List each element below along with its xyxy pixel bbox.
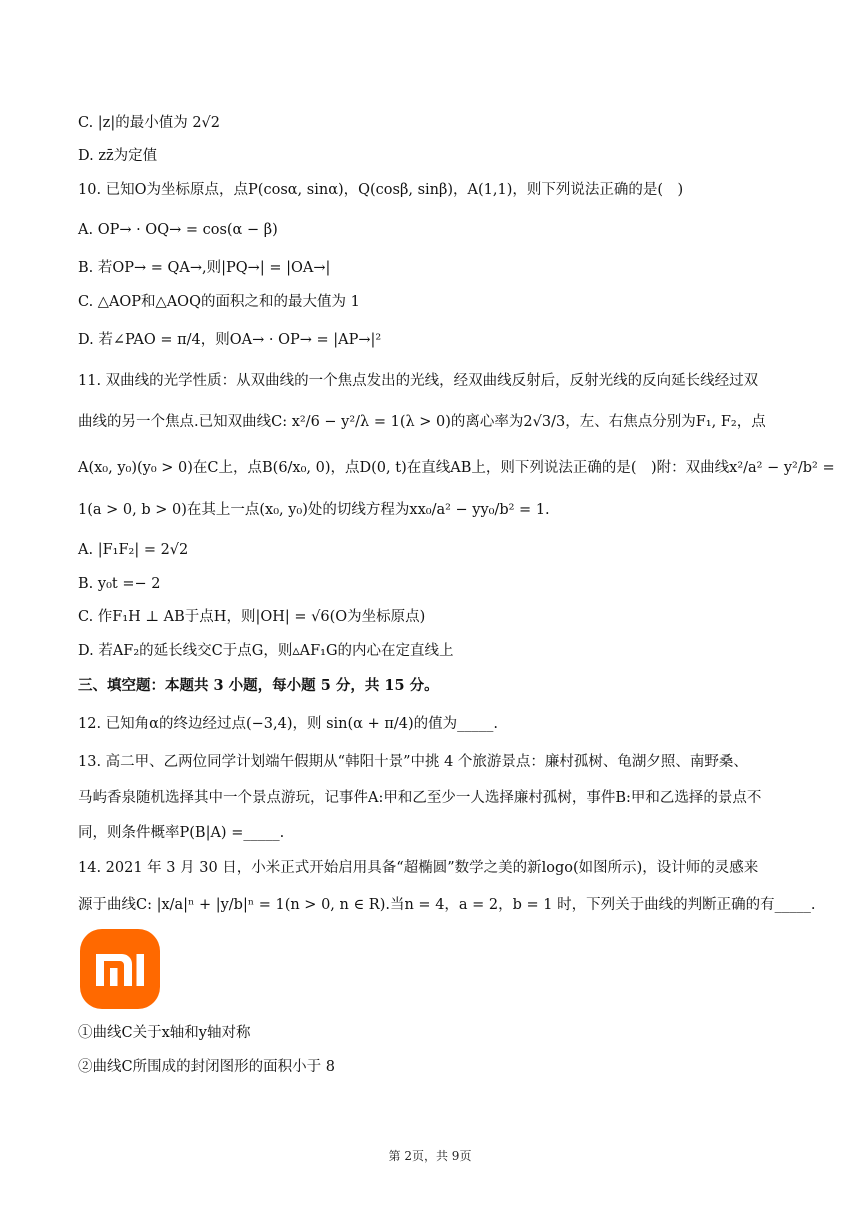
option-9c: C. |z|的最小值为 2√2	[78, 115, 221, 131]
option-11b: B. y₀t =− 2	[78, 576, 161, 592]
option-11a: A. |F₁F₂| = 2√2	[78, 542, 189, 558]
option-10c: C. △AOP和△AOQ的面积之和的最大值为 1	[78, 294, 360, 310]
question-14-line1: 14. 2021 年 3 月 30 日，小米正式开始启用具备“超椭圆”数学之美的新logo(如图所示)，设计师的灵感来	[78, 860, 759, 876]
question-11-line4: 1(a > 0, b > 0)在其上一点(x₀, y₀)处的切线方程为xx₀/a² − yy₀/b² = 1.	[78, 502, 550, 518]
option-11d: D. 若AF₂的延长线交C于点G，则▵AF₁G的内心在定直线上	[78, 643, 454, 659]
question-13-line2: 马屿香泉随机选择其中一个景点游玩，记事件A:甲和乙至少一人选择廉村孤树，事件B:甲和乙选择的景点不	[78, 790, 762, 806]
option-10d: D. 若∠PAO = π/4，则OA→ · OP→ = |AP→|²	[78, 332, 382, 348]
xiaomi-logo	[80, 929, 160, 1009]
question-11-line2: 曲线的另一个焦点.已知双曲线C: x²/6 − y²/λ = 1(λ > 0)的离心率为2√3/3，左、右焦点分别为F₁, F₂，点	[78, 414, 766, 430]
question-13-line1: 13. 高二甲、乙两位同学计划端午假期从“韩阳十景”中挑 4 个旅游景点：廉村孤树、龟湖夕照、南野桑、	[78, 754, 748, 770]
option-10a: A. OP→ · OQ→ = cos(α − β)	[78, 222, 278, 238]
question-12: 12. 已知角α的终边经过点(−3,4)，则 sin(α + π/4)的值为_____.	[78, 716, 498, 732]
option-9d: D. zz̄为定值	[78, 148, 158, 164]
question-13-line3: 同，则条件概率P(B|A) =_____.	[78, 825, 285, 841]
question-14-line2: 源于曲线C: |x/a|ⁿ + |y/b|ⁿ = 1(n > 0, n ∈ R).当n = 4，a = 2，b = 1 时，下列关于曲线的判断正确的有_____.	[78, 897, 816, 913]
statement-2: ②曲线C所围成的封闭图形的面积小于 8	[78, 1059, 335, 1075]
option-10b: B. 若OP→ = QA→,则|PQ→| = |OA→|	[78, 260, 331, 276]
option-11c: C. 作F₁H ⊥ AB于点H，则|OH| = √6(O为坐标原点)	[78, 609, 426, 625]
page-footer: 第 2页，共 9页	[388, 1149, 472, 1163]
section-heading-fill-in: 三、填空题：本题共 3 小题，每小题 5 分，共 15 分。	[78, 677, 439, 694]
question-11-line3: A(x₀, y₀)(y₀ > 0)在C上，点B(6/x₀, 0)，点D(0, t)在直线AB上，则下列说法正确的是( )附：双曲线x²/a² − y²/b² =	[78, 460, 835, 476]
statement-1: ①曲线C关于x轴和y轴对称	[78, 1025, 251, 1041]
question-10: 10. 已知O为坐标原点，点P(cosα, sinα)，Q(cosβ, sinβ)，A(1,1)，则下列说法正确的是( )	[78, 182, 684, 198]
question-11-line1: 11. 双曲线的光学性质：从双曲线的一个焦点发出的光线，经双曲线反射后，反射光线的反向延长线经过双	[78, 373, 759, 389]
